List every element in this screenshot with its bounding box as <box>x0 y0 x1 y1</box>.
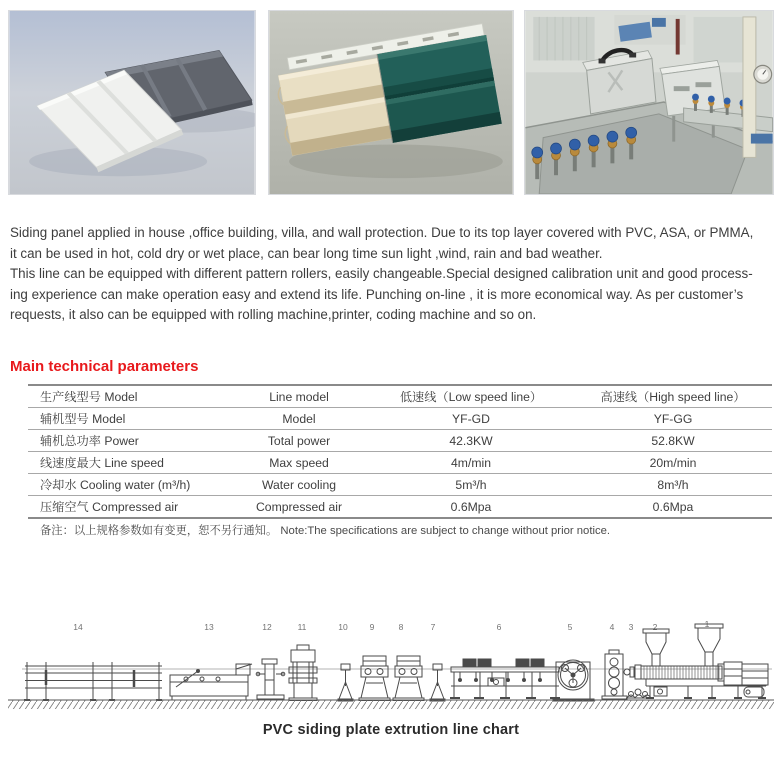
table-row <box>28 408 772 430</box>
table-cell: YF-GG <box>574 408 772 430</box>
photo-calibration-machinery <box>524 10 774 195</box>
table-cell: 压缩空气 Compressed air <box>28 496 230 519</box>
diagram-number: 5 <box>567 622 573 632</box>
table-cell: YF-GD <box>368 408 574 430</box>
diagram-number: 9 <box>369 622 375 632</box>
diagram-number: 13 <box>204 622 214 632</box>
table-cell: Total power <box>230 430 368 452</box>
machine-10-support-stand <box>338 664 353 701</box>
intro-line: This line can be equipped with different pattern rollers, easily changeable.Special designed calibration unit and good process- <box>10 266 753 282</box>
table-cell: 辅机总功率 Power <box>28 430 230 452</box>
red-rod <box>676 19 680 55</box>
intro-line: requests, it also can be equipped with rolling machine,printer, coding machine and so on. <box>10 307 537 323</box>
diagram-number: 12 <box>262 622 272 632</box>
table-cell: 辅机型号 Model <box>28 408 230 430</box>
machine-14-stacking-rack <box>24 662 162 700</box>
intro-line: it can be used in hot, cold dry or wet place, can bear long time sun light ,wind, rain and bad weather. <box>10 245 603 261</box>
intro-line: ing experience can make operation easy and extend its life. Punching on-line , it is more economical way. As per customer’s <box>10 286 744 302</box>
table-cell: 5m³/h <box>368 474 574 496</box>
table-cell: Compressed air <box>230 496 368 519</box>
diagram-number: 7 <box>430 622 436 632</box>
diagram-number: 2 <box>652 622 658 632</box>
machine-3-die-parts <box>626 689 651 698</box>
section-heading: Main technical parameters <box>10 358 199 375</box>
intro-line: Siding panel applied in house ,office building, villa, and wall protection. Due to its top layer covered with PVC, ASA, or PMMA, <box>10 225 754 240</box>
intro-paragraph <box>10 223 778 326</box>
extrusion-line-diagram <box>0 612 782 720</box>
table-cell: 0.6Mpa <box>574 496 772 519</box>
table-cell: 8m³/h <box>574 474 772 496</box>
table-cell: 线速度最大 Line speed <box>28 452 230 474</box>
table-cell: Model <box>230 408 368 430</box>
parameters-table <box>28 384 772 519</box>
machinery-image <box>525 11 773 194</box>
siding-profiles-image <box>269 11 513 194</box>
table-cell: 20m/min <box>574 452 772 474</box>
table-cell: 4m/min <box>368 452 574 474</box>
siding-panels-image <box>9 11 255 194</box>
blue-pipe <box>751 134 773 144</box>
table-cell: 42.3KW <box>368 430 574 452</box>
ground-line <box>8 700 774 709</box>
table-row <box>28 496 772 519</box>
table-cell: Line model <box>269 389 329 404</box>
diagram-caption: PVC siding plate extrution line chart <box>262 722 520 738</box>
machine-7-support-stand <box>430 664 445 701</box>
diagram-number: 3 <box>628 622 634 632</box>
machine-4-roller-stand <box>602 650 627 699</box>
table-cell: 高速线（High speed line） <box>600 390 746 404</box>
machine-5-wheel-unit <box>553 660 594 701</box>
table-cell: 低速线（Low speed line） <box>399 390 543 404</box>
diagram-number: 8 <box>398 622 404 632</box>
diagram-numbers <box>73 619 709 632</box>
table-cell: Water cooling <box>230 474 368 496</box>
diagram-number: 10 <box>338 622 348 632</box>
machine-8-haul-off <box>393 656 424 701</box>
machine-9-haul-off <box>359 656 390 701</box>
table-cell: Max speed <box>230 452 368 474</box>
table-row <box>28 385 772 408</box>
diagram-number: 14 <box>73 622 83 632</box>
diagram-number: 11 <box>297 622 307 632</box>
table-row <box>28 474 772 496</box>
table-row <box>28 452 772 474</box>
diagram-number: 4 <box>609 622 615 632</box>
table-cell: 52.8KW <box>574 430 772 452</box>
photo-siding-panel-samples <box>8 10 256 195</box>
table-cell: 生产线型号 Model <box>40 390 138 404</box>
green-siding-profiles <box>377 35 502 143</box>
machine-1-2-extruder <box>624 624 768 698</box>
machine-11-punching-press <box>289 645 317 701</box>
table-cell: 0.6Mpa <box>368 496 574 519</box>
machine-6-calibration-table <box>450 659 560 698</box>
table-cell: 冷却水 Cooling water (m³/h) <box>28 474 230 496</box>
note-text: 备注：以上规格参数如有变更，恕不另行通知。 Note:The specifications are subject to change without prior notice. <box>40 525 611 537</box>
photo-siding-profiles <box>268 10 514 195</box>
table-row <box>28 430 772 452</box>
diagram-number: 6 <box>496 622 502 632</box>
machine-13-cutter-table <box>170 664 252 700</box>
machine-12-small-unit <box>256 659 285 699</box>
diagram-number: 1 <box>704 619 710 629</box>
